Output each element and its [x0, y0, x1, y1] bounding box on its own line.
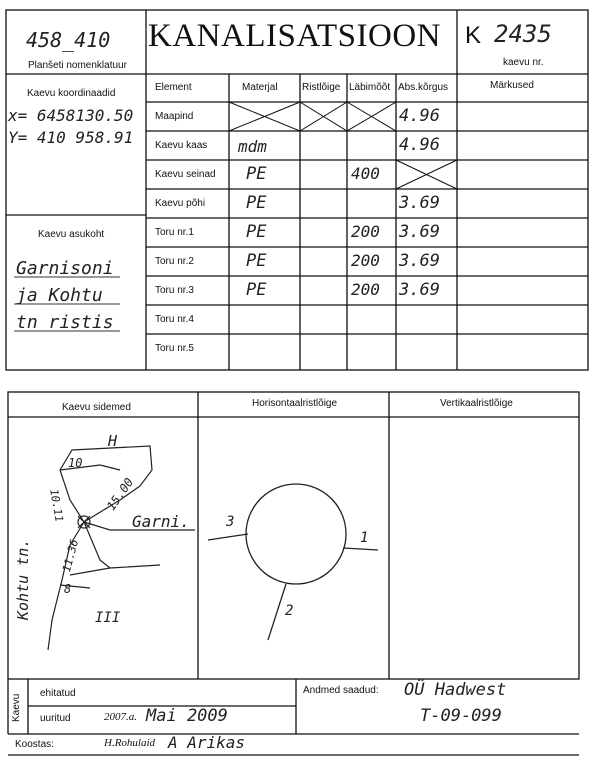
cell-abs: 3.69 [399, 193, 440, 213]
sketch-street-garni: Garni. [132, 512, 190, 531]
row-element: Kaevu seinad [155, 169, 216, 180]
sketch-dist-1500: 15.00 [104, 475, 137, 514]
coordinates-label: Kaevu koordinaadid [27, 88, 116, 99]
sketch-building-iii: III [95, 610, 121, 626]
cell-materjal: PE [246, 280, 267, 300]
andmed-company: OÜ Hadwest [404, 680, 507, 700]
sketch-building-h: H [108, 432, 118, 450]
sketch-dist-1011: 10.11 [47, 488, 66, 523]
uuritud-value: 2007.a. [104, 711, 137, 723]
header-element: Element [155, 82, 192, 93]
location-line-3: tn ristis [16, 312, 114, 333]
page-title: KANALISATSIOON [148, 18, 441, 54]
cell-labimoot: 400 [351, 164, 380, 183]
location-label: Kaevu asukoht [38, 229, 105, 240]
uuritud-hand: Mai 2009 [146, 706, 228, 726]
header-ristloige: Ristlõige [302, 82, 341, 93]
horizontal-label: Horisontaalristlõige [252, 398, 338, 409]
cell-abs: 3.69 [399, 280, 440, 300]
cell-materjal: PE [246, 222, 267, 242]
header-abs-korgus: Abs.kõrgus [398, 82, 449, 93]
location-line-2: ja Kohtu [16, 285, 103, 306]
sketch-dist-10: 10 [68, 456, 83, 470]
header-labimoot: Läbimõõt [349, 82, 391, 93]
cell-labimoot: 200 [351, 280, 380, 299]
ehitatud-label: ehitatud [40, 688, 76, 699]
location-line-1: Garnisoni [16, 258, 114, 279]
koostas-hand: A Arikas [168, 733, 246, 752]
cell-abs: 3.69 [399, 251, 440, 271]
andmed-code: T-09-099 [420, 706, 502, 726]
row-element: Maapind [155, 111, 194, 122]
koostas-value: H.Rohulaid [104, 737, 156, 749]
koostas-label: Koostas: [15, 739, 54, 750]
row-element: Toru nr.1 [155, 227, 194, 238]
sketch-dist-8: 8 [64, 582, 72, 596]
row-element: Toru nr.3 [155, 285, 194, 296]
cell-materjal: PE [246, 164, 267, 184]
cell-materjal: PE [246, 251, 267, 271]
cell-abs: 3.69 [399, 222, 440, 242]
pipe-label-2: 2 [285, 603, 294, 619]
row-element: Toru nr.2 [155, 256, 194, 267]
row-element: Kaevu kaas [155, 140, 208, 151]
sketch-dist-1136: 11.36 [60, 538, 82, 574]
row-element: Toru nr.4 [155, 314, 194, 325]
nomenclature-value: 458_410 [26, 28, 111, 52]
vertical-label: Vertikaalristlõige [440, 398, 513, 409]
row-element: Toru nr.5 [155, 343, 194, 354]
pipe-label-3: 3 [226, 514, 235, 530]
cell-abs: 4.96 [399, 135, 440, 155]
well-label: kaevu nr. [503, 57, 544, 68]
sketch-street-kohtu: Kohtu tn. [14, 538, 32, 620]
header-materjal: Materjal [242, 82, 278, 93]
cell-abs: 4.96 [399, 106, 440, 126]
cell-materjal: PE [246, 193, 267, 213]
cell-materjal: mdm [238, 137, 267, 156]
nomenclature-label: Planšeti nomenklatuur [28, 60, 127, 71]
row-element: Kaevu põhi [155, 198, 206, 209]
andmed-label: Andmed saadud: [303, 685, 379, 696]
pipe-label-1: 1 [360, 530, 369, 546]
well-letter: K [465, 22, 482, 49]
uuritud-label: uuritud [40, 713, 71, 724]
kaevu-vertical-label: Kaevu [11, 693, 22, 722]
cell-labimoot: 200 [351, 222, 380, 241]
coordinate-x: x= 6458130.50 [8, 106, 134, 125]
well-number: 2435 [494, 20, 552, 48]
header-markused: Märkused [490, 80, 534, 91]
cell-labimoot: 200 [351, 251, 380, 270]
ties-label: Kaevu sidemed [62, 402, 131, 413]
coordinate-y: Y= 410 958.91 [8, 128, 134, 147]
